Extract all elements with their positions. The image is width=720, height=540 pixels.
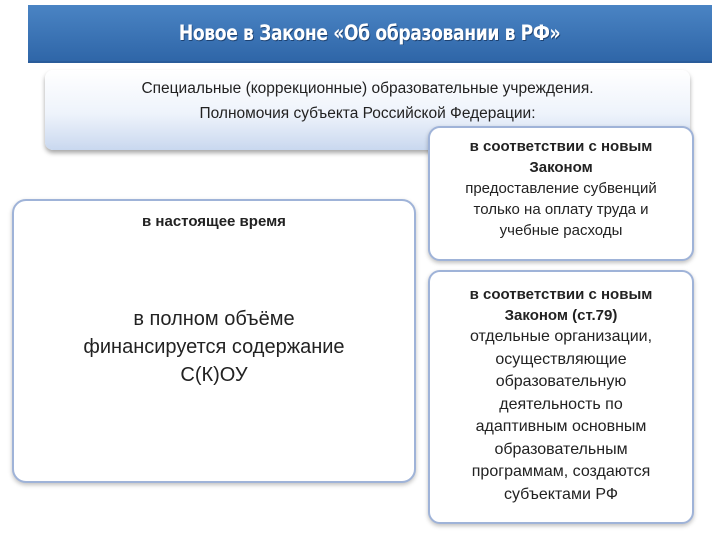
article-79-line: программам, создаются <box>471 463 651 480</box>
intro-line-2: Полномочия субъекта Российской Федерации: <box>199 105 536 122</box>
article-79-line: образовательным <box>494 440 628 458</box>
current-situation-heading: в настоящее время <box>142 213 286 230</box>
new-law-article-79-box <box>428 270 694 524</box>
article-79-text <box>430 326 692 506</box>
new-law-heading-1: в соответствии с новым <box>469 138 653 155</box>
article-79-heading-2: Законом (ст.79) <box>504 307 618 324</box>
title-bar <box>28 5 712 63</box>
article-79-line: образовательную <box>495 373 627 390</box>
article-79-heading-1: в соответствии с новым <box>469 286 653 303</box>
article-79-line: субъектами РФ <box>504 485 618 503</box>
current-situation-line-2: финансируется содержание <box>83 336 345 358</box>
current-situation-box <box>12 199 416 483</box>
article-79-line: адаптивным основным <box>475 418 647 435</box>
new-law-heading-2: Законом <box>529 159 593 176</box>
new-law-subventions-box <box>428 126 694 261</box>
intro-line-1: Специальные (коррекционные) образовательные учреждения. <box>141 80 594 97</box>
current-situation-line-3: С(К)ОУ <box>180 364 248 386</box>
subventions-line-1: предоставление субвенций <box>465 180 657 197</box>
subventions-line-2: только на оплату труда и <box>473 201 649 218</box>
subventions-line-3: учебные расходы <box>499 222 623 239</box>
article-79-line: деятельность по <box>499 395 623 413</box>
current-situation-line-1: в полном объёме <box>133 308 295 330</box>
article-79-line: отдельные организации, <box>469 328 653 345</box>
article-79-line: осуществляющие <box>495 350 627 368</box>
current-situation-text <box>14 305 414 389</box>
slide-title: Новое в Законе «Об образовании в РФ» <box>179 21 561 45</box>
